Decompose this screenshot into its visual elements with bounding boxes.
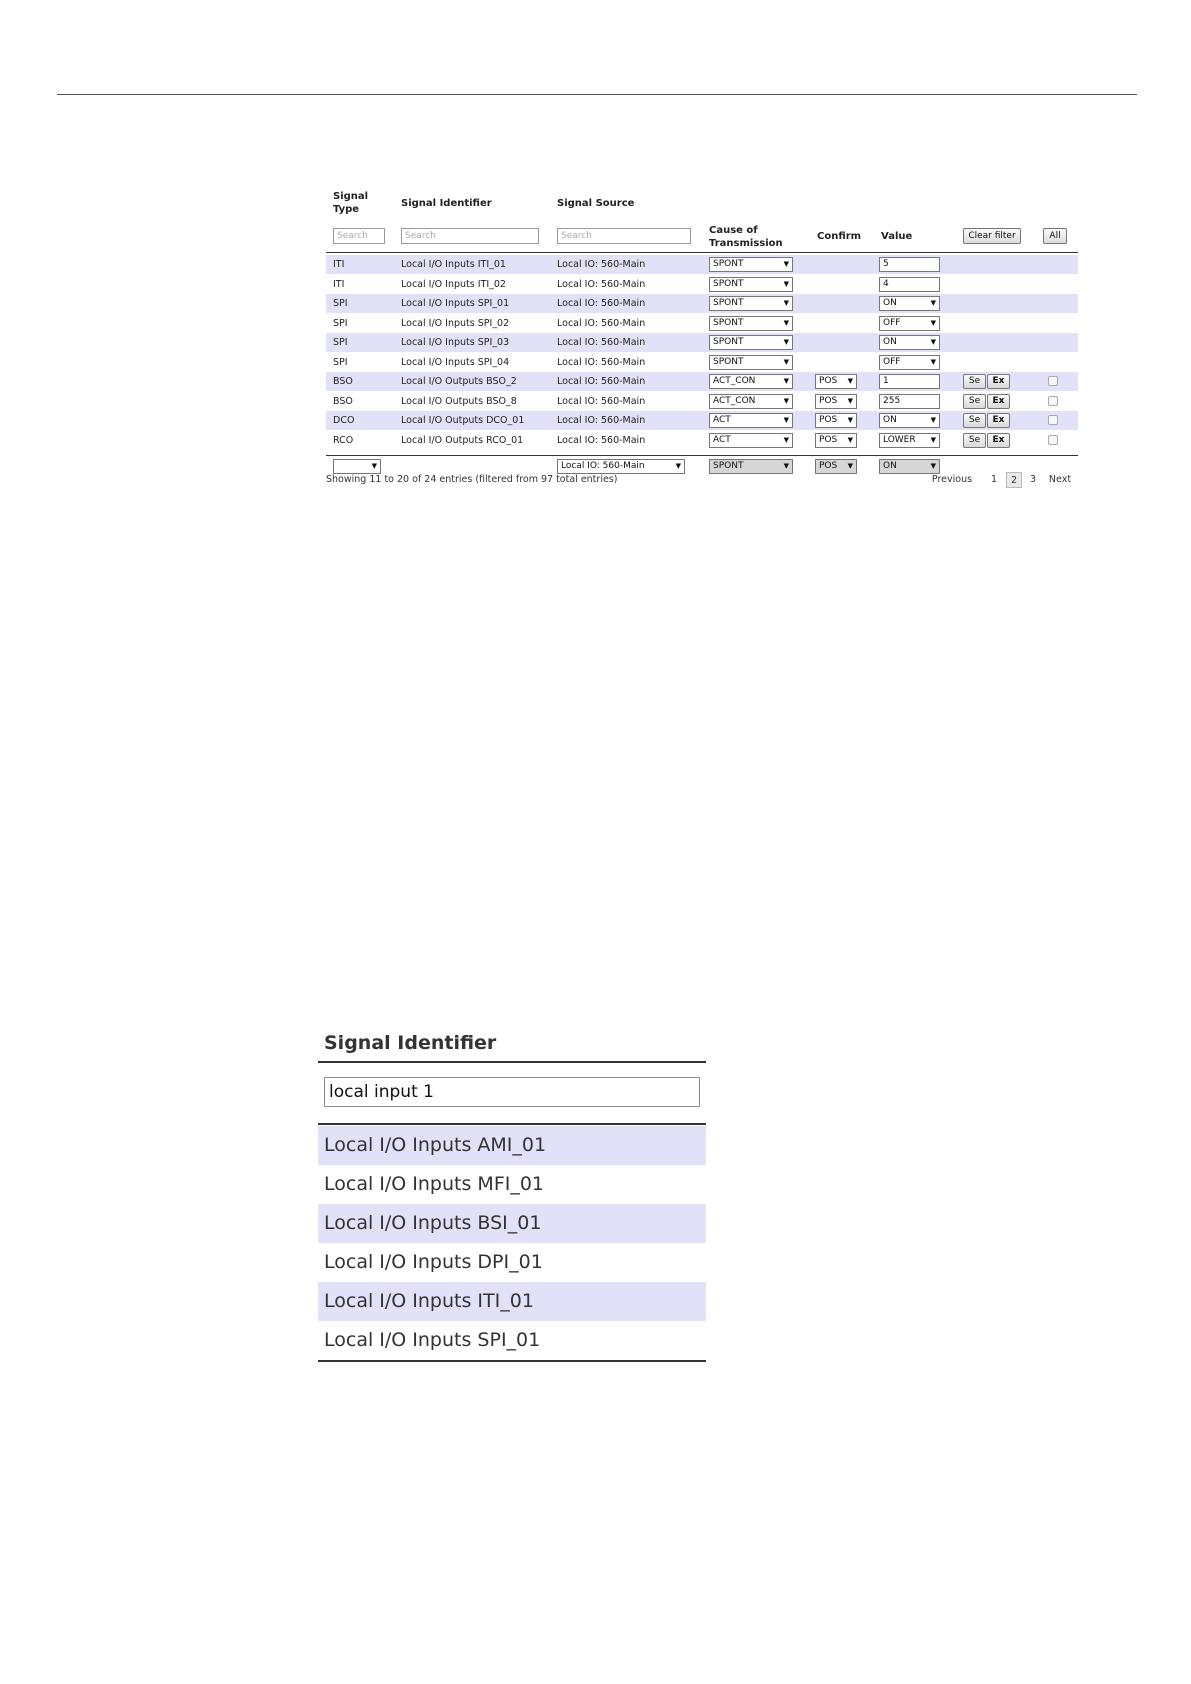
header-signal-type[interactable]: Signal Type: [333, 191, 369, 215]
list-item-label: Local I/O Inputs SPI_01: [324, 1329, 541, 1351]
table-info-text: Showing 11 to 20 of 24 entries (filtered from 97 total entries): [326, 474, 618, 485]
chevron-down-icon: ▼: [847, 435, 853, 444]
cot-select-value: ACT: [713, 434, 731, 445]
value-select[interactable]: [879, 413, 940, 428]
table-row: [326, 294, 1078, 313]
footer-value-filter-value: ON: [883, 461, 897, 471]
cell-signal-identifier: Local I/O Outputs BSO_2: [401, 376, 517, 387]
select-command-button[interactable]: Se: [963, 374, 986, 389]
confirm-select[interactable]: [815, 374, 857, 389]
all-button[interactable]: All: [1043, 228, 1067, 244]
chevron-down-icon: ▼: [930, 435, 936, 444]
cot-select[interactable]: [709, 277, 793, 292]
signal-table-screenshot: [326, 188, 1078, 498]
footer-confirm-filter-select[interactable]: [815, 459, 857, 474]
list-item-label: Local I/O Inputs BSI_01: [324, 1212, 542, 1234]
list-item: [318, 1243, 706, 1282]
chevron-down-icon: ▼: [930, 318, 936, 327]
header-cause-of-transmission[interactable]: Cause of Transmission: [709, 225, 783, 249]
pagination-previous[interactable]: Previous: [931, 474, 973, 485]
footer-source-filter-value: Local IO: 560-Main: [561, 461, 645, 471]
value-select[interactable]: [879, 335, 940, 350]
execute-command-button[interactable]: Ex: [987, 394, 1010, 409]
cell-signal-identifier: Local I/O Outputs RCO_01: [401, 434, 524, 446]
cot-select-value: ACT_CON: [713, 376, 756, 386]
chevron-down-icon: ▼: [783, 318, 789, 327]
value-select-text: ON: [883, 337, 897, 347]
cot-select[interactable]: [709, 413, 793, 428]
cot-select[interactable]: [709, 257, 793, 272]
cell-signal-type: ITI: [333, 259, 345, 270]
confirm-select[interactable]: [815, 413, 857, 428]
value-input-text: 1: [883, 376, 889, 386]
confirm-select-value: POS: [819, 376, 838, 386]
header-signal-identifier[interactable]: Signal Identifier: [401, 198, 492, 209]
chevron-down-icon: ▼: [847, 416, 853, 424]
cot-select-value: ACT: [713, 415, 731, 425]
cell-signal-source: Local IO: 560-Main: [557, 317, 646, 329]
cot-select-value: SPONT: [713, 278, 744, 289]
footer-cot-filter-select[interactable]: [709, 459, 793, 474]
cell-signal-type: ITI: [333, 278, 345, 290]
table-row: [326, 353, 1078, 372]
cot-select-value: SPONT: [713, 356, 744, 367]
chevron-down-icon: ▼: [783, 377, 789, 385]
select-command-button[interactable]: Se: [963, 394, 986, 409]
list-item: [318, 1282, 706, 1321]
footer-type-filter-select[interactable]: [333, 459, 381, 474]
execute-command-button[interactable]: Ex: [987, 413, 1010, 428]
table-row: [326, 431, 1078, 450]
cell-signal-type: SPI: [333, 337, 348, 348]
clear-filter-button[interactable]: Clear filter: [963, 228, 1021, 244]
cot-select[interactable]: [709, 335, 793, 350]
signal-type-search-input[interactable]: [333, 228, 385, 244]
header-signal-source[interactable]: Signal Source: [557, 198, 635, 209]
value-select[interactable]: [879, 296, 940, 311]
pagination-page-3[interactable]: 3: [1029, 474, 1037, 485]
row-checkbox[interactable]: [1048, 435, 1058, 445]
footer-confirm-filter-value: POS: [819, 461, 838, 471]
chevron-down-icon: ▼: [847, 396, 853, 405]
value-select[interactable]: [879, 316, 940, 331]
chevron-down-icon: ▼: [783, 338, 789, 346]
value-input-text: 4: [883, 278, 889, 289]
chevron-down-icon: ▼: [783, 396, 789, 405]
cell-signal-source: Local IO: 560-Main: [557, 337, 646, 348]
chevron-down-icon: ▼: [930, 338, 936, 346]
confirm-select-value: POS: [819, 415, 838, 425]
header-value[interactable]: Value: [881, 231, 913, 242]
table-row: [326, 255, 1078, 274]
chevron-down-icon: ▼: [371, 462, 377, 470]
select-command-button[interactable]: Se: [963, 433, 986, 448]
footer-source-filter-select[interactable]: [557, 459, 685, 474]
value-input[interactable]: [879, 374, 940, 389]
cell-signal-identifier: Local I/O Outputs DCO_01: [401, 415, 525, 426]
cell-signal-identifier: Local I/O Inputs SPI_01: [401, 298, 510, 309]
signal-source-search-input[interactable]: [557, 228, 691, 244]
execute-command-button[interactable]: Ex: [987, 374, 1010, 389]
cot-select[interactable]: [709, 316, 793, 331]
list-item: [318, 1321, 706, 1360]
value-input-text: 255: [883, 395, 901, 406]
cell-signal-source: Local IO: 560-Main: [557, 376, 646, 387]
zoom-signal-identifier-search-input[interactable]: [324, 1077, 700, 1107]
chevron-down-icon: ▼: [783, 279, 789, 288]
chevron-down-icon: ▼: [783, 435, 789, 444]
cell-signal-source: Local IO: 560-Main: [557, 278, 646, 290]
cell-signal-type: BSO: [333, 395, 353, 407]
confirm-select[interactable]: [815, 433, 857, 448]
signal-identifier-search-input[interactable]: [401, 228, 539, 244]
value-select-text: ON: [883, 415, 897, 425]
cot-select[interactable]: [709, 394, 793, 409]
value-select-text: OFF: [883, 317, 901, 328]
cell-signal-identifier: Local I/O Outputs BSO_8: [401, 395, 517, 407]
cot-select[interactable]: [709, 296, 793, 311]
cell-signal-type: BSO: [333, 376, 353, 387]
cell-signal-identifier: Local I/O Inputs ITI_01: [401, 259, 506, 270]
table-row: [326, 392, 1078, 411]
list-item: [318, 1204, 706, 1243]
signal-identifier-search-screenshot: [318, 1030, 706, 1366]
table-row: [326, 411, 1078, 430]
table-row: [326, 372, 1078, 391]
cell-signal-type: SPI: [333, 317, 348, 329]
chevron-down-icon: ▼: [675, 462, 681, 470]
cot-select-value: SPONT: [713, 317, 744, 328]
zoom-bottom-rule: [318, 1360, 706, 1362]
pagination-page-1[interactable]: 1: [990, 474, 998, 485]
row-checkbox[interactable]: [1048, 376, 1058, 386]
table-row: [326, 333, 1078, 352]
list-item-label: Local I/O Inputs AMI_01: [324, 1134, 547, 1156]
zoom-header-signal-identifier: Signal Identifier: [324, 1032, 497, 1054]
row-checkbox[interactable]: [1048, 415, 1058, 425]
cell-signal-type: SPI: [333, 298, 348, 309]
cell-signal-type: RCO: [333, 434, 354, 446]
value-input[interactable]: [879, 394, 940, 409]
confirm-select-value: POS: [819, 395, 838, 406]
cell-signal-source: Local IO: 560-Main: [557, 395, 646, 407]
pagination-page-2[interactable]: 2: [1006, 472, 1022, 488]
chevron-down-icon: ▼: [930, 357, 936, 366]
value-select[interactable]: [879, 433, 940, 448]
cell-signal-source: Local IO: 560-Main: [557, 434, 646, 446]
chevron-down-icon: ▼: [847, 377, 853, 385]
value-input-text: 5: [883, 259, 889, 269]
value-select-text: OFF: [883, 356, 901, 367]
confirm-select[interactable]: [815, 394, 857, 409]
cell-signal-source: Local IO: 560-Main: [557, 356, 646, 368]
cell-signal-identifier: Local I/O Inputs SPI_03: [401, 337, 510, 348]
cot-select-value: SPONT: [713, 337, 744, 347]
table-row: [326, 275, 1078, 294]
confirm-select-value: POS: [819, 434, 838, 445]
list-item-label: Local I/O Inputs MFI_01: [324, 1173, 545, 1195]
zoom-body-rule: [318, 1123, 706, 1125]
chevron-down-icon: ▼: [930, 462, 936, 470]
cell-signal-source: Local IO: 560-Main: [557, 415, 646, 426]
list-item: [318, 1126, 706, 1165]
chevron-down-icon: ▼: [930, 299, 936, 307]
chevron-down-icon: ▼: [783, 299, 789, 307]
value-input[interactable]: [879, 277, 940, 292]
chevron-down-icon: ▼: [930, 416, 936, 424]
value-select[interactable]: [879, 355, 940, 370]
cell-signal-identifier: Local I/O Inputs ITI_02: [401, 278, 506, 290]
cot-select-value: SPONT: [713, 259, 744, 269]
list-item-label: Local I/O Inputs ITI_01: [324, 1290, 534, 1312]
cot-select-value: ACT_CON: [713, 395, 756, 406]
row-checkbox[interactable]: [1048, 396, 1058, 406]
cot-select-value: SPONT: [713, 298, 744, 308]
chevron-down-icon: ▼: [783, 462, 789, 470]
cell-signal-source: Local IO: 560-Main: [557, 298, 646, 309]
cell-signal-identifier: Local I/O Inputs SPI_02: [401, 317, 510, 329]
execute-command-button[interactable]: Ex: [987, 433, 1010, 448]
select-command-button[interactable]: Se: [963, 413, 986, 428]
list-item: [318, 1165, 706, 1204]
table-footer-rule: [326, 455, 1078, 456]
chevron-down-icon: ▼: [783, 357, 789, 366]
value-input[interactable]: [879, 257, 940, 272]
value-select-text: LOWER: [883, 434, 916, 445]
footer-cot-filter-value: SPONT: [713, 461, 744, 471]
cell-signal-source: Local IO: 560-Main: [557, 259, 646, 270]
table-row: [326, 314, 1078, 333]
cell-signal-type: SPI: [333, 356, 348, 368]
value-select-text: ON: [883, 298, 897, 308]
cot-select[interactable]: [709, 374, 793, 389]
chevron-down-icon: ▼: [783, 416, 789, 424]
cell-signal-identifier: Local I/O Inputs SPI_04: [401, 356, 510, 368]
list-item-label: Local I/O Inputs DPI_01: [324, 1251, 543, 1273]
page-header-rule: [57, 94, 1137, 95]
header-confirm[interactable]: Confirm: [817, 231, 862, 242]
table-header-rule: [326, 252, 1078, 253]
chevron-down-icon: ▼: [847, 462, 853, 470]
chevron-down-icon: ▼: [783, 260, 789, 268]
cell-signal-type: DCO: [333, 415, 355, 426]
pagination-next[interactable]: Next: [1048, 474, 1072, 485]
cot-select[interactable]: [709, 433, 793, 448]
cot-select[interactable]: [709, 355, 793, 370]
zoom-header-rule: [318, 1061, 706, 1063]
